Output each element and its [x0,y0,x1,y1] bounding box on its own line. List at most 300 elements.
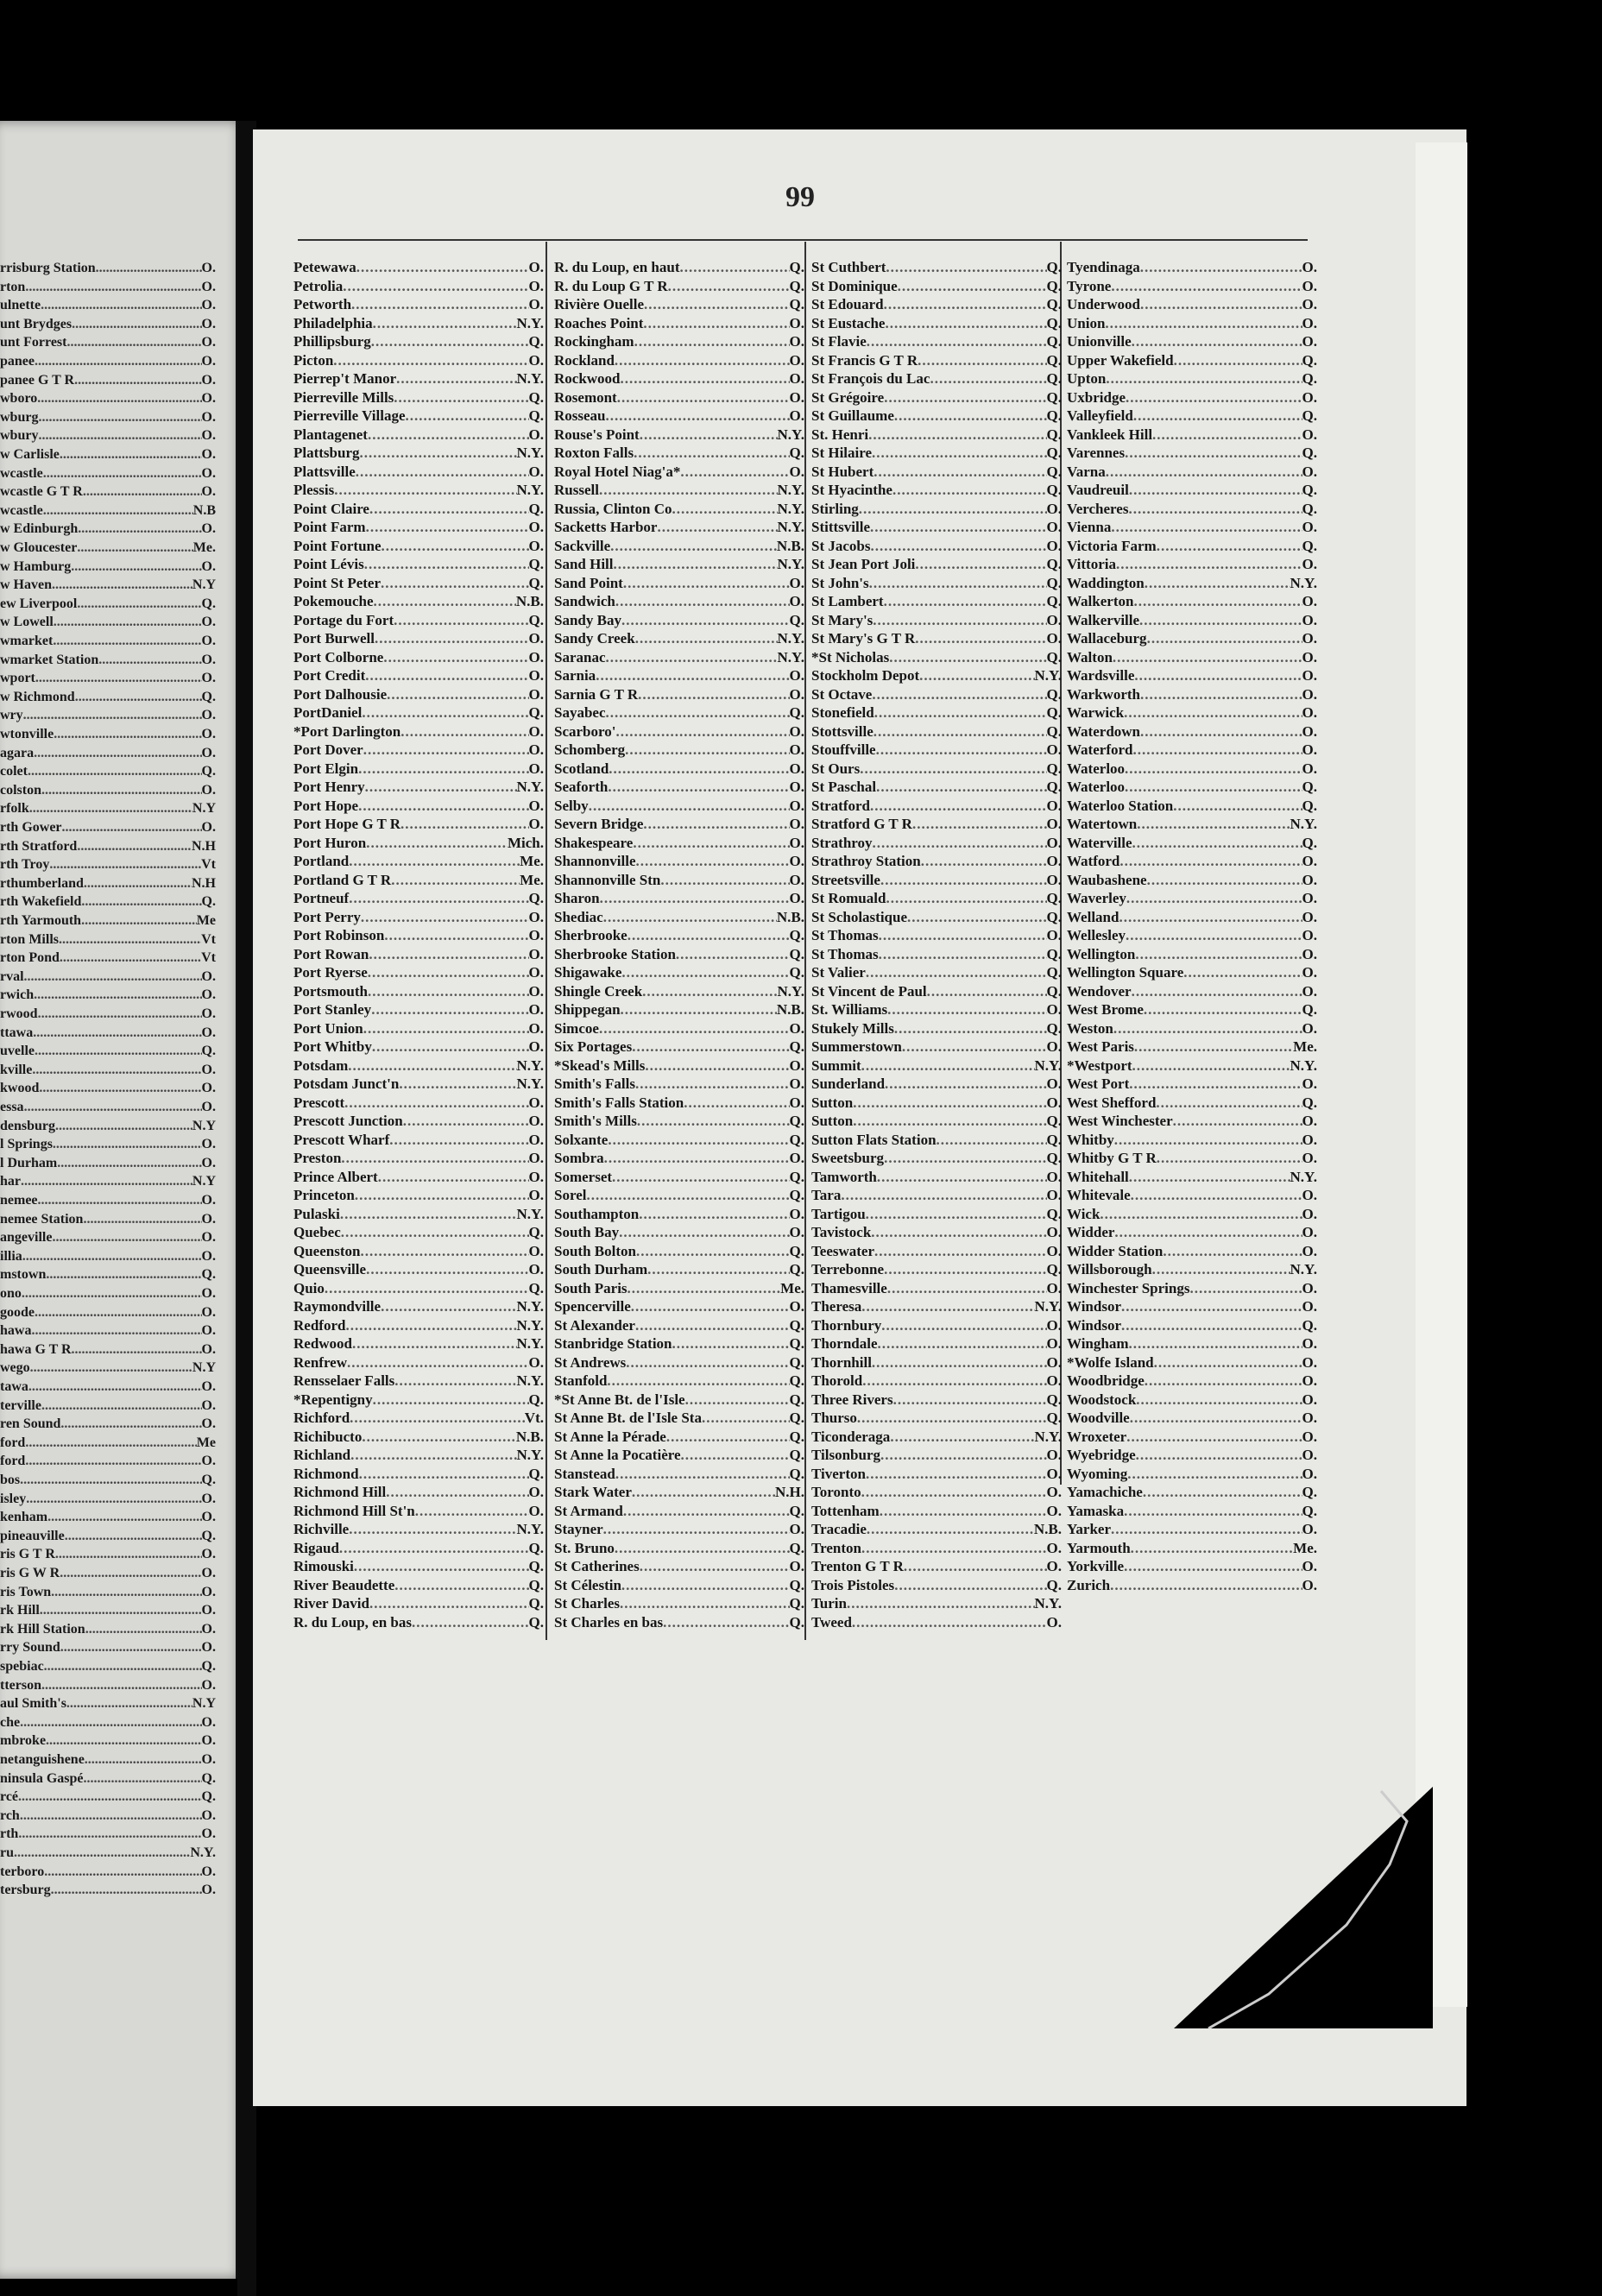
place-name: St Charles [554,1595,621,1612]
dot-leader [389,1132,528,1149]
dot-leader [870,519,1047,536]
place-name: Rouse's Point [554,426,640,443]
index-entry [554,853,804,870]
province-abbrev: O. [1302,1242,1317,1259]
index-entry [0,1398,216,1415]
index-entry [554,890,804,907]
index-entry [293,370,544,388]
index-entry [0,1230,216,1246]
province-abbrev: Q. [1302,537,1317,554]
dot-leader [1114,1132,1302,1149]
place-name: Upton [1067,370,1107,387]
dot-leader [350,1410,525,1427]
dot-leader [876,741,1047,759]
dot-leader [866,964,1047,981]
place-name: mstown [0,1267,47,1283]
province-abbrev: Q. [201,1659,216,1674]
province-abbrev: O. [1046,1094,1062,1111]
province-abbrev: N.B [192,502,216,518]
dot-leader [394,389,528,407]
place-name: St Cuthbert [811,259,886,275]
province-abbrev: O. [201,727,216,741]
dot-leader [333,352,528,369]
index-entry [0,280,216,296]
province-abbrev: N.Y. [190,1845,216,1860]
index-entry [1067,946,1317,963]
place-name: Sand Hill [554,556,614,572]
place-name: Richford [293,1410,350,1426]
index-entry [293,1614,544,1631]
place-name: Welland [1067,908,1120,925]
index-entry [293,630,544,647]
index-entry [554,1595,804,1612]
place-name: Uxbridge [1067,388,1126,406]
dot-leader [325,1280,529,1297]
dot-leader [1132,835,1302,852]
dot-leader [645,1057,789,1075]
index-entry [293,1595,544,1612]
index-entry [293,1540,544,1557]
index-entry [293,259,544,276]
place-name: Vittoria [1067,556,1116,572]
province-abbrev: N.Y. [1034,1057,1062,1074]
dot-leader [43,466,202,483]
dot-leader [1140,259,1302,276]
province-abbrev: Q. [1046,722,1062,740]
place-name: Thornhill [811,1353,872,1371]
index-entry [293,1169,544,1186]
province-abbrev: O. [1302,296,1317,312]
index-entry [1067,1447,1317,1464]
index-entry [554,946,804,963]
place-name: ford [0,1435,26,1450]
index-entry [554,389,804,407]
index-entry [1067,1020,1317,1038]
index-entry [811,667,1062,684]
place-name: nemee Station [0,1211,84,1227]
province-abbrev: Q. [201,689,216,704]
place-name: Prescott [293,1094,345,1111]
province-abbrev: Q. [1046,314,1062,331]
province-abbrev: O. [528,259,544,275]
index-entry [811,538,1062,555]
dot-leader [937,1132,1047,1149]
place-name: Sandwich [554,593,615,609]
place-name: Plattsville [293,463,356,480]
dot-leader [396,370,516,388]
dot-leader [384,927,528,944]
place-name: Victoria Farm [1067,537,1157,554]
dot-leader [40,1603,202,1619]
index-entry [811,1038,1062,1056]
province-abbrev: Q. [789,1113,804,1129]
province-abbrev: Q. [789,1242,804,1259]
province-abbrev: O. [201,1211,216,1227]
place-name: terville [0,1397,41,1413]
place-name: Rockland [554,351,615,369]
province-abbrev: N.Y. [777,519,804,535]
dot-leader [52,577,192,594]
dot-leader [606,704,790,722]
index-entry [1067,1410,1317,1427]
province-abbrev: O. [1046,1484,1062,1500]
dot-leader [72,1342,202,1359]
province-abbrev: O. [789,407,804,424]
index-entry [811,352,1062,369]
dot-leader [919,667,1034,684]
province-abbrev: Q. [1046,982,1062,1000]
province-abbrev: O. [201,1137,216,1152]
province-abbrev: N.Y [192,1360,216,1376]
index-entry [811,556,1062,573]
index-entry [1067,1298,1317,1315]
dot-leader [98,653,201,669]
index-entry [554,741,804,759]
province-abbrev: O. [1302,259,1317,275]
index-entry [811,575,1062,592]
index-entry [1067,1429,1317,1446]
index-entry [293,779,544,796]
dot-leader [20,1473,201,1489]
dot-leader [599,482,778,499]
province-abbrev: Q. [528,1558,544,1574]
province-abbrev: N.Y. [1290,1261,1317,1277]
dot-leader [1145,575,1290,592]
province-abbrev: N.Y [192,577,216,593]
index-entry [0,503,216,520]
place-name: nemee [0,1193,38,1208]
index-entry [0,1286,216,1303]
dot-leader [634,445,789,462]
province-abbrev: Q. [1046,1131,1062,1148]
province-abbrev: Q. [789,1539,804,1556]
dot-leader [1113,1020,1302,1038]
dot-leader [680,259,790,276]
place-name: Southampton [554,1205,640,1222]
index-entry [293,1094,544,1112]
province-abbrev: O. [1046,927,1062,943]
dot-leader [400,816,528,833]
dot-leader [35,1305,202,1321]
place-name: Pierreville Mills [293,388,394,406]
dot-leader [1126,1429,1302,1446]
index-entry [0,1156,216,1172]
place-name: Port Whitby [293,1038,372,1055]
dot-leader [1126,389,1302,407]
dot-leader [617,389,790,407]
index-entry [811,1094,1062,1112]
province-abbrev: O. [789,797,804,814]
province-abbrev: O. [1046,1224,1062,1240]
place-name: Quebec [293,1224,341,1240]
place-name: Richmond Hill St'n [293,1502,415,1519]
province-abbrev: O. [1046,1502,1062,1519]
dot-leader [378,1169,529,1186]
index-entry [811,612,1062,629]
place-name: Sutton [811,1113,854,1129]
dot-leader [614,556,778,573]
province-abbrev: Vt. [524,1410,544,1426]
province-abbrev: Q. [789,259,804,275]
index-entry [0,1249,216,1265]
province-abbrev: Q. [789,1410,804,1426]
dot-leader [640,1558,790,1575]
province-abbrev: Q. [789,704,804,721]
place-name: Walton [1067,648,1113,665]
province-abbrev: O. [201,671,216,686]
place-name: Sandy Creek [554,630,635,647]
place-name: Rimouski [293,1558,354,1574]
index-entry [811,278,1062,295]
dot-leader [621,1001,777,1019]
place-name: hawa [0,1323,32,1339]
dot-leader [860,760,1046,778]
dot-leader [25,1454,201,1470]
province-abbrev: O. [1046,1447,1062,1463]
place-name: Portsmouth [293,982,368,1000]
dot-leader [96,261,202,277]
index-entry [554,927,804,944]
place-name: Renfrew [293,1353,347,1371]
index-entry [554,556,804,573]
dot-leader [1106,464,1302,481]
index-entry [1067,575,1317,592]
place-name: aul Smith's [0,1696,66,1712]
index-entry [0,1883,216,1899]
province-abbrev: Q. [528,388,544,406]
province-abbrev: N.Y. [516,482,544,498]
index-entry [293,501,544,518]
dot-leader [60,1416,201,1433]
place-name: St Catherines [554,1558,640,1574]
province-abbrev: O. [1302,704,1317,721]
province-abbrev: N.Y. [777,982,804,1000]
place-name: St Hubert [811,463,874,480]
province-abbrev: Q. [789,1502,804,1519]
dot-leader [632,1484,775,1501]
dot-leader [623,1503,790,1520]
place-name: Waterville [1067,834,1132,851]
place-name: Thorndale [811,1335,878,1352]
place-name: Royal Hotel Niag'a* [554,463,681,480]
place-name: Port Elgin [293,760,359,777]
index-entry [0,1566,216,1582]
province-abbrev: O. [789,685,804,703]
province-abbrev: O. [528,630,544,647]
province-abbrev: Q. [789,1038,804,1055]
place-name: Yorkville [1067,1558,1125,1574]
place-name: *Skead's Mills [554,1057,646,1074]
dot-leader [341,1150,528,1167]
place-name: Scarboro' [554,722,616,740]
place-name: Point Claire [293,500,369,517]
place-name: St Jean Port Joli [811,556,916,572]
dot-leader [85,1622,202,1638]
province-abbrev: Q. [1302,407,1317,424]
index-entry [554,1466,804,1483]
place-name: Terrebonne [811,1261,885,1277]
province-abbrev: N.Y. [1034,1595,1062,1612]
dot-leader [892,482,1047,499]
province-abbrev: O. [1302,853,1317,869]
dot-leader [884,1261,1046,1278]
dot-leader [365,667,528,684]
place-name: Ticonderaga [811,1428,891,1445]
dot-leader [81,894,201,911]
index-entry [1067,1540,1317,1557]
province-abbrev: O. [1302,871,1317,888]
province-abbrev: O. [201,484,216,500]
dot-leader [77,540,192,557]
province-abbrev: O. [789,314,804,331]
dot-leader [643,816,789,833]
place-name: Underwood [1067,296,1141,312]
dot-leader [66,335,201,351]
province-abbrev: O. [1302,1391,1317,1408]
place-name: St Mary's [811,611,874,628]
province-abbrev: O. [201,1397,216,1413]
index-entry [0,1715,216,1731]
place-name: wburg [0,409,39,425]
dot-leader [18,1789,202,1806]
index-entry [811,1150,1062,1167]
dot-leader [1173,798,1302,815]
place-name: Plattsburg [293,445,360,461]
index-entry [1067,779,1317,796]
province-abbrev: O. [1302,593,1317,609]
province-abbrev: O. [1302,927,1317,943]
index-entry [0,653,216,669]
province-abbrev: O. [789,722,804,740]
index-entry [293,1391,544,1409]
index-entry [554,259,804,276]
dot-leader [339,1540,529,1557]
dot-leader [1125,779,1302,796]
place-name: St Eustache [811,314,886,331]
dot-leader [343,278,528,295]
province-abbrev: O. [201,279,216,294]
place-name: Six Portages [554,1038,633,1055]
province-abbrev: O. [1046,1539,1062,1556]
place-name: Sayabec [554,704,606,721]
dot-leader [1110,1577,1302,1594]
dot-leader [348,1057,516,1075]
place-name: St Jacobs [811,537,871,554]
province-abbrev: O. [528,1502,544,1519]
place-name: Russell [554,482,599,498]
index-entry [293,482,544,499]
dot-leader [20,1715,201,1731]
place-name: West Port [1067,1075,1130,1092]
province-abbrev: O. [528,945,544,962]
place-name: rch [0,1807,20,1823]
index-entry [1067,853,1317,870]
dot-leader [38,1193,202,1209]
index-entry [1067,1521,1317,1538]
place-name: Rigaud [293,1539,339,1556]
index-entry [811,1335,1062,1353]
index-entry [1067,352,1317,369]
index-entry [554,519,804,536]
place-name: Richibucto [293,1428,363,1445]
index-entry [811,482,1062,499]
dot-leader [907,909,1047,926]
dot-leader [884,389,1046,407]
province-abbrev: N.Y. [1290,574,1317,591]
dot-leader [368,964,529,981]
province-abbrev: Q. [1302,482,1317,498]
index-entry [0,1360,216,1377]
dot-leader [672,501,778,518]
province-abbrev: O. [1302,1410,1317,1426]
index-entry [293,464,544,481]
index-entry [554,816,804,833]
place-name: rwich [0,987,35,1003]
header-rule [298,239,1308,241]
dot-leader [53,634,201,650]
province-abbrev: O. [1302,1558,1317,1574]
place-name: Waverley [1067,890,1126,906]
index-entry [811,1224,1062,1241]
place-name: pineauville [0,1528,65,1543]
index-entry [554,407,804,425]
place-name: ford [0,1454,26,1469]
province-abbrev: Q. [789,1613,804,1631]
index-entry [293,426,544,444]
dot-leader [356,259,529,276]
province-abbrev: Q. [528,1391,544,1408]
province-abbrev: Q. [1302,1484,1317,1500]
place-name: Petworth [293,296,352,312]
index-entry [554,1484,804,1501]
province-abbrev: O. [1046,1353,1062,1371]
dot-leader [358,760,528,778]
place-name: che [0,1714,21,1730]
index-entry [811,964,1062,981]
place-name: St Anne la Pocatière [554,1447,681,1463]
index-entry [811,464,1062,481]
index-entry [293,1447,544,1464]
index-entry [1067,1113,1317,1130]
place-name: Russia, Clinton Co [554,500,672,517]
index-entry [1067,259,1317,276]
index-entry [293,890,544,907]
index-entry [811,1317,1062,1334]
place-name: rfolk [0,801,29,817]
province-abbrev: O. [201,782,216,798]
dot-leader [371,1001,528,1019]
place-name: R. du Loup, en bas [293,1613,413,1631]
dot-leader [866,1466,1047,1483]
place-name: Simcoe [554,1019,599,1037]
place-name: Wardsville [1067,667,1135,684]
province-abbrev: O. [201,1883,216,1898]
place-name: ru [0,1845,14,1860]
dot-leader [1144,1001,1302,1019]
dot-leader [1121,1298,1302,1315]
province-abbrev: O. [528,741,544,758]
place-name: Potsdam Junct'n [293,1075,400,1092]
place-name: Smith's Mills [554,1113,637,1129]
province-abbrev: O. [1302,611,1317,628]
index-entry [811,946,1062,963]
province-abbrev: Q. [1046,1576,1062,1593]
place-name: rton Mills [0,931,59,947]
place-name: St Hilaire [811,445,873,461]
dot-leader [637,1113,790,1130]
dot-leader [635,630,778,647]
dot-leader [915,556,1046,573]
